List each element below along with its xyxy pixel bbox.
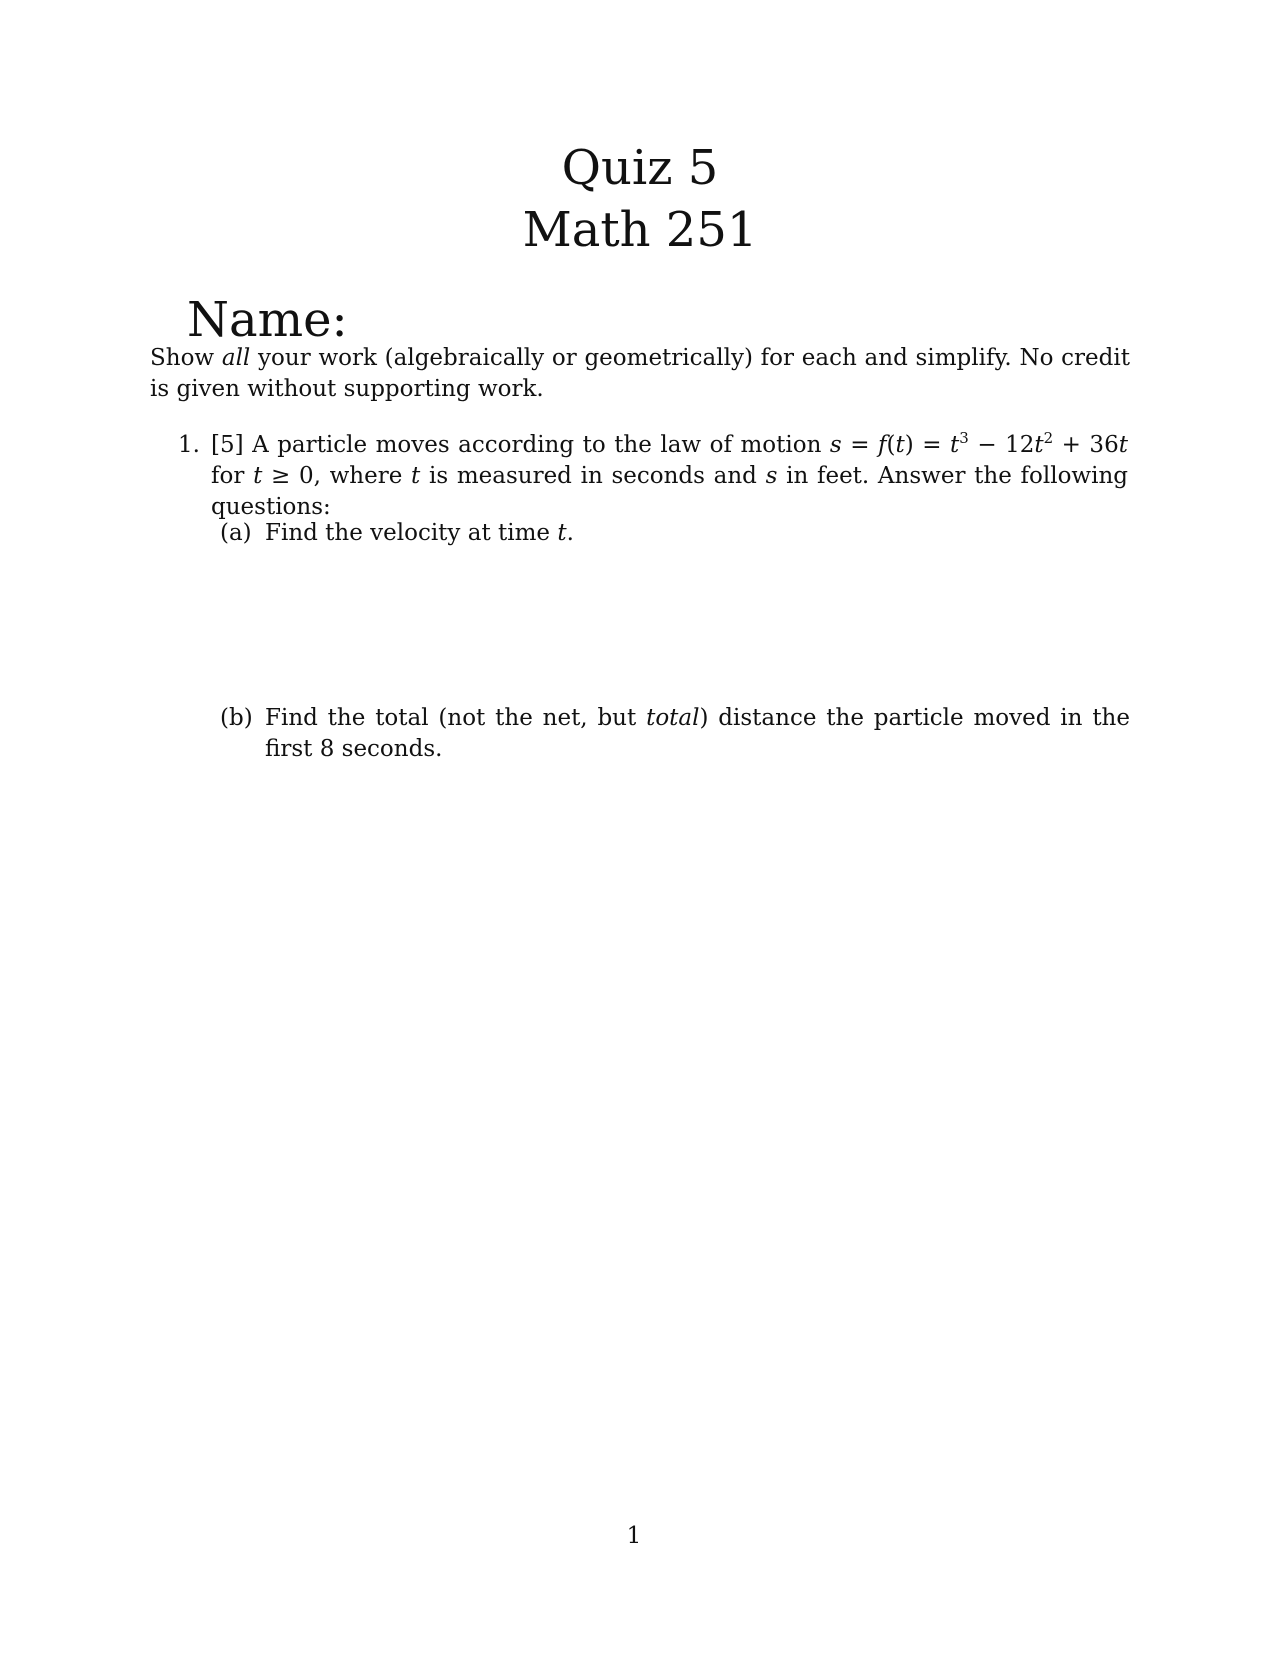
math-equals-2: = — [913, 432, 951, 458]
math-paren-close: ) — [904, 432, 914, 458]
math-condition: ≥ 0, — [262, 463, 321, 489]
math-term-t-linear: t — [1118, 432, 1128, 458]
math-plus-term: + 36 — [1053, 432, 1119, 458]
math-exponent-2: 2 — [1043, 429, 1054, 447]
math-var-s: s — [829, 432, 842, 458]
part-a-var-t: t — [557, 520, 567, 546]
measured-text: is measured in seconds and — [420, 463, 766, 489]
problem-text: A particle moves according to the law of motion — [243, 432, 830, 458]
problem-statement — [211, 430, 1128, 523]
part-a — [220, 518, 1130, 549]
part-b-label: (b) — [220, 705, 253, 731]
math-condition-var: t — [253, 463, 263, 489]
quiz-title: Quiz 5 — [561, 140, 719, 196]
math-paren-open: ( — [886, 432, 896, 458]
math-exponent-3: 3 — [959, 429, 969, 447]
part-b-question-start: Find the total (not the net, but — [265, 705, 647, 731]
name-label: Name: — [187, 292, 348, 348]
instructions-suffix: your work (algebraically or geometrically) for each and simplify. No credit is given without supporting work. — [150, 345, 1130, 402]
measured-var-s: s — [765, 463, 778, 489]
feet-text: in feet. Answer the following questions: — [211, 463, 1128, 520]
part-b — [220, 703, 1130, 765]
page-number: 1 — [626, 1523, 642, 1549]
math-for-text: for — [211, 463, 254, 489]
where-var-t: t — [411, 463, 421, 489]
math-term-t-cubed: t — [950, 432, 960, 458]
math-minus-term: − 12 — [968, 432, 1035, 458]
instructions-emphasis: all — [221, 345, 251, 371]
problem-1 — [178, 430, 1128, 523]
math-equals: = — [841, 432, 878, 458]
part-a-label: (a) — [220, 520, 252, 546]
instructions — [150, 343, 1130, 405]
part-b-question-end: ) distance the particle moved in the first 8 seconds. — [265, 705, 1130, 762]
problem-points: [5] — [211, 432, 244, 458]
part-a-period: . — [566, 520, 574, 546]
instructions-prefix: Show — [150, 345, 222, 371]
part-a-text — [265, 518, 1130, 549]
part-b-text — [265, 703, 1130, 765]
math-term-t-squared: t — [1034, 432, 1044, 458]
math-var-t: t — [895, 432, 905, 458]
problem-number: 1. — [178, 432, 200, 458]
part-a-question: Find the velocity at time — [265, 520, 558, 546]
math-func-f: f — [878, 432, 887, 458]
where-text: where — [320, 463, 412, 489]
course-title: Math 251 — [522, 202, 758, 258]
part-b-emphasis: total — [646, 705, 700, 731]
